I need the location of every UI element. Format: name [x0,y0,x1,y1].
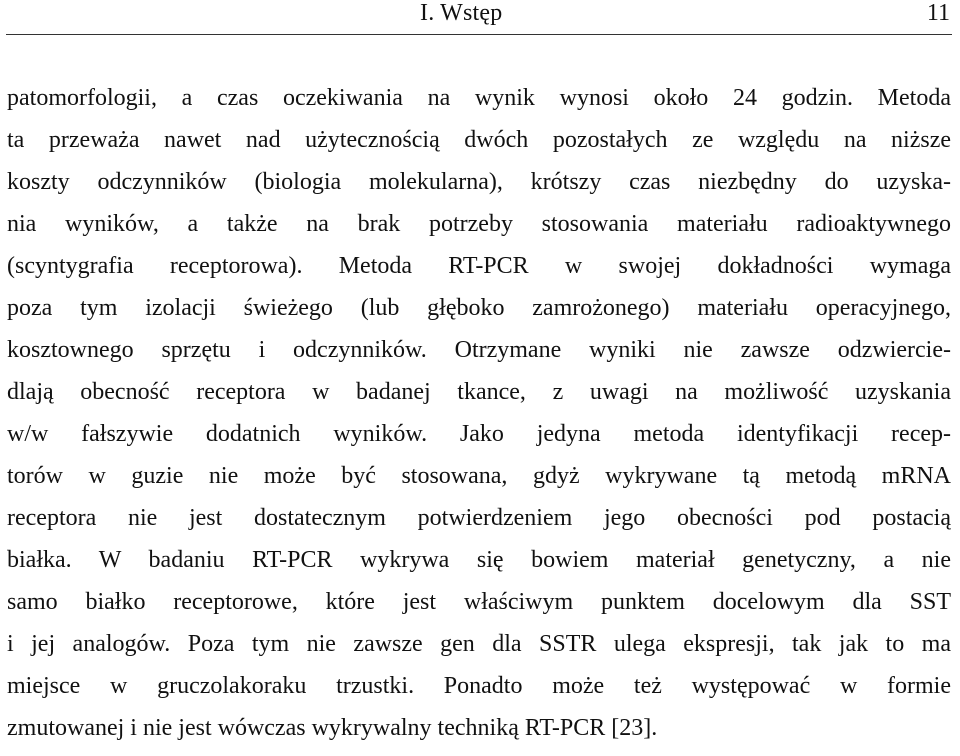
text-line: koszty odczynników (biologia molekularna), krótszy czas niezbędny do uzyska- [7,169,951,195]
body-paragraph [7,84,951,756]
running-header [0,0,960,30]
text-line: w/w fałszywie dodatnich wyników. Jako jedyna metoda identyfikacji recep- [7,421,951,447]
text-line: torów w guzie nie może być stosowana, gdyż wykrywane tą metodą mRNA [7,463,951,489]
header-rule [6,34,952,35]
text-line: patomorfologii, a czas oczekiwania na wynik wynosi około 24 godzin. Metoda [7,85,951,111]
text-line: receptora nie jest dostatecznym potwierdzeniem jego obecności pod postacią [7,505,951,531]
text-line: białka. W badaniu RT-PCR wykrywa się bowiem materiał genetyczny, a nie [7,547,951,573]
text-line: poza tym izolacji świeżego (lub głęboko zamrożonego) materiału operacyjnego, [7,295,951,321]
text-line: miejsce w gruczolakoraku trzustki. Ponadto może też występować w formie [7,673,951,699]
text-line: kosztownego sprzętu i odczynników. Otrzymane wyniki nie zawsze odzwiercie- [7,337,951,363]
text-line: samo białko receptorowe, które jest właściwym punktem docelowym dla SST [7,589,951,615]
text-line: dlają obecność receptora w badanej tkance, z uwagi na możliwość uzyskania [7,379,951,405]
text-line: nia wyników, a także na brak potrzeby stosowania materiału radioaktywnego [7,211,951,237]
chapter-title: I. Wstęp [420,0,503,26]
text-line: (scyntygrafia receptorowa). Metoda RT-PCR w swojej dokładności wymaga [7,253,951,279]
text-line: i jej analogów. Poza tym nie zawsze gen dla SSTR ulega ekspresji, tak jak to ma [7,631,951,657]
text-line: ta przeważa nawet nad użytecznością dwóch pozostałych ze względu na niższe [7,127,951,153]
text-line-last: zmutowanej i nie jest wówczas wykrywalny techniką RT-PCR [23]. [7,715,658,741]
page-number: 11 [926,0,950,26]
